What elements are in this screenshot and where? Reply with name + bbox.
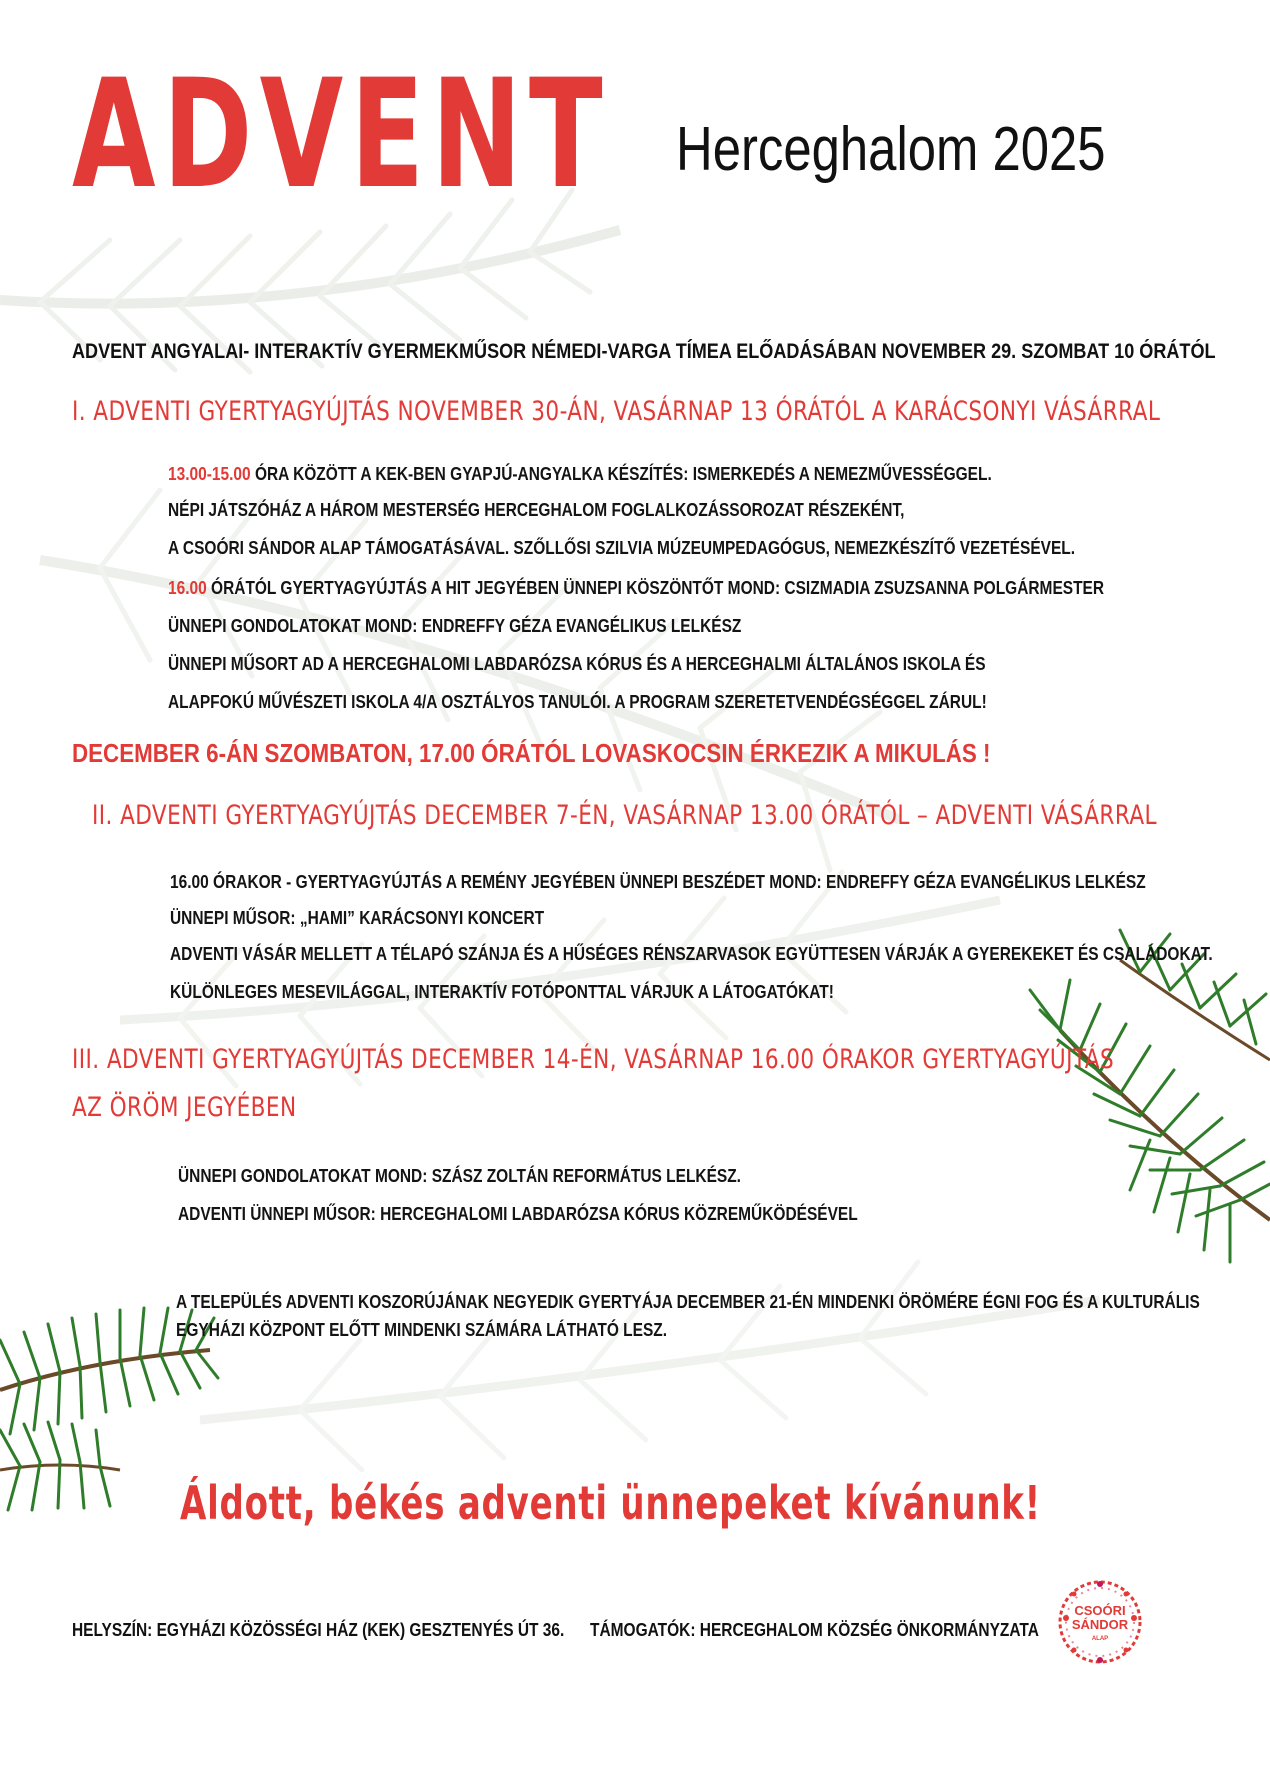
poster-title: ADVENT	[72, 48, 610, 222]
section2-line-4: KÜLÖNLEGES MESEVILÁGGAL, INTERAKTÍV FOTÓPONTTAL VÁRJUK A LÁTOGATÓKAT!	[170, 982, 834, 1002]
poster-subtitle: Herceghalom 2025	[676, 115, 1106, 184]
footer-sponsors: TÁMOGATÓK: HERCEGHALOM KÖZSÉG ÖNKORMÁNYZATA	[590, 1620, 1039, 1640]
section1-line-5: ÜNNEPI GONDOLATOKAT MOND: ENDREFFY GÉZA EVANGÉLIKUS LELKÉSZ	[168, 616, 742, 636]
section3-line-1: ÜNNEPI GONDOLATOKAT MOND: SZÁSZ ZOLTÁN REFORMÁTUS LELKÉSZ.	[178, 1166, 741, 1186]
footer-location: HELYSZÍN: EGYHÁZI KÖZÖSSÉGI HÁZ (KEK) GESZTENYÉS ÚT 36.	[72, 1620, 565, 1640]
section1-text-1: ÓRA KÖZÖTT A KEK-BEN GYAPJÚ-ANGYALKA KÉSZÍTÉS: ISMERKEDÉS A NEMEZMŰVESSÉGGEL.	[250, 464, 992, 484]
section1-text-4: ÓRÁTÓL GYERTYAGYÚJTÁS A HIT JEGYÉBEN ÜNNEPI KÖSZÖNTŐT MOND: CSIZMADIA ZSUZSANNA POLGÁRMESTER	[206, 578, 1105, 598]
section1-heading: I. ADVENTI GYERTYAGYÚJTÁS NOVEMBER 30-ÁN, VASÁRNAP 13 ÓRÁTÓL A KARÁCSONYI VÁSÁRRAL	[72, 396, 1161, 427]
section1-line-6: ÜNNEPI MŰSORT AD A HERCEGHALOMI LABDARÓZSA KÓRUS ÉS A HERCEGHALMI ÁLTALÁNOS ISKOLA ÉS	[168, 654, 986, 674]
section1-line-4	[168, 578, 1104, 599]
logo-text	[1052, 1604, 1148, 1646]
section2-heading: II. ADVENTI GYERTYAGYÚJTÁS DECEMBER 7-ÉN, VASÁRNAP 13.00 ÓRÁTÓL – ADVENTI VÁSÁRRAL	[92, 800, 1157, 831]
section2-line-2: ÜNNEPI MŰSOR: „HAMI” KARÁCSONYI KONCERT	[170, 908, 545, 928]
section2-line-3: ADVENTI VÁSÁR MELLETT A TÉLAPÓ SZÁNJA ÉS A HŰSÉGES RÉNSZARVASOK EGYÜTTESEN VÁRJÁK A GYEREKEKET ÉS CSALÁDOKAT.	[170, 944, 1213, 964]
section4-line-2: EGYHÁZI KÖZPONT ELŐTT MINDENKI SZÁMÁRA LÁTHATÓ LESZ.	[176, 1320, 668, 1340]
section4-line-1: A TELEPÜLÉS ADVENTI KOSZORÚJÁNAK NEGYEDIK GYERTYÁJA DECEMBER 21-ÉN MINDENKI ÖRÖMÉRE ÉGNI FOG ÉS A KULTURÁLIS	[176, 1292, 1200, 1312]
section1-line-1	[168, 464, 992, 485]
section3-heading-2: AZ ÖRÖM JEGYÉBEN	[72, 1092, 297, 1123]
logo-line-2: SÁNDOR	[1071, 1617, 1129, 1632]
section1-line-7: ALAPFOKÚ MŰVÉSZETI ISKOLA 4/A OSZTÁLYOS TANULÓI. A PROGRAM SZERETETVENDÉGSÉGGEL ZÁRUL!	[168, 692, 987, 712]
section1-line-3: A CSOÓRI SÁNDOR ALAP TÁMOGATÁSÁVAL. SZŐLLŐSI SZILVIA MÚZEUMPEDAGÓGUS, NEMEZKÉSZÍTŐ VEZETÉSÉVEL.	[168, 538, 1076, 558]
section3-heading-1: III. ADVENTI GYERTYAGYÚJTÁS DECEMBER 14-ÉN, VASÁRNAP 16.00 ÓRAKOR GYERTYAGYÚJTÁS	[72, 1044, 1115, 1075]
section1-time-4: 16.00	[168, 578, 207, 598]
section3-line-2: ADVENTI ÜNNEPI MŰSOR: HERCEGHALOMI LABDARÓZSA KÓRUS KÖZREMŰKÖDÉSÉVEL	[178, 1204, 858, 1224]
section1-line-2: NÉPI JÁTSZÓHÁZ A HÁROM MESTERSÉG HERCEGHALOM FOGLALKOZÁSSOROZAT RÉSZEKÉNT,	[168, 500, 905, 520]
logo-line-3: ALAP	[1091, 1636, 1109, 1642]
intro-line: ADVENT ANGYALAI- INTERAKTÍV GYERMEKMŰSOR NÉMEDI-VARGA TÍMEA ELŐADÁSÁBAN NOVEMBER 29. SZOMBAT 10 ÓRÁTÓL	[72, 340, 1216, 363]
section1-time-1: 13.00-15.00	[168, 464, 251, 484]
mikulas-line: DECEMBER 6-ÁN SZOMBATON, 17.00 ÓRÁTÓL LOVASKOCSIN ÉRKEZIK A MIKULÁS !	[72, 738, 991, 768]
section2-line-1: 16.00 ÓRAKOR - GYERTYAGYÚJTÁS A REMÉNY JEGYÉBEN ÜNNEPI BESZÉDET MOND: ENDREFFY GÉZA EVANGÉLIKUS LELKÉSZ	[170, 872, 1146, 892]
pine-branch-right	[1030, 930, 1270, 1262]
logo-line-1: CSOÓRI	[1074, 1603, 1126, 1618]
closing-greeting: Áldott, békés adventi ünnepeket kívánunk!	[180, 1476, 1041, 1530]
